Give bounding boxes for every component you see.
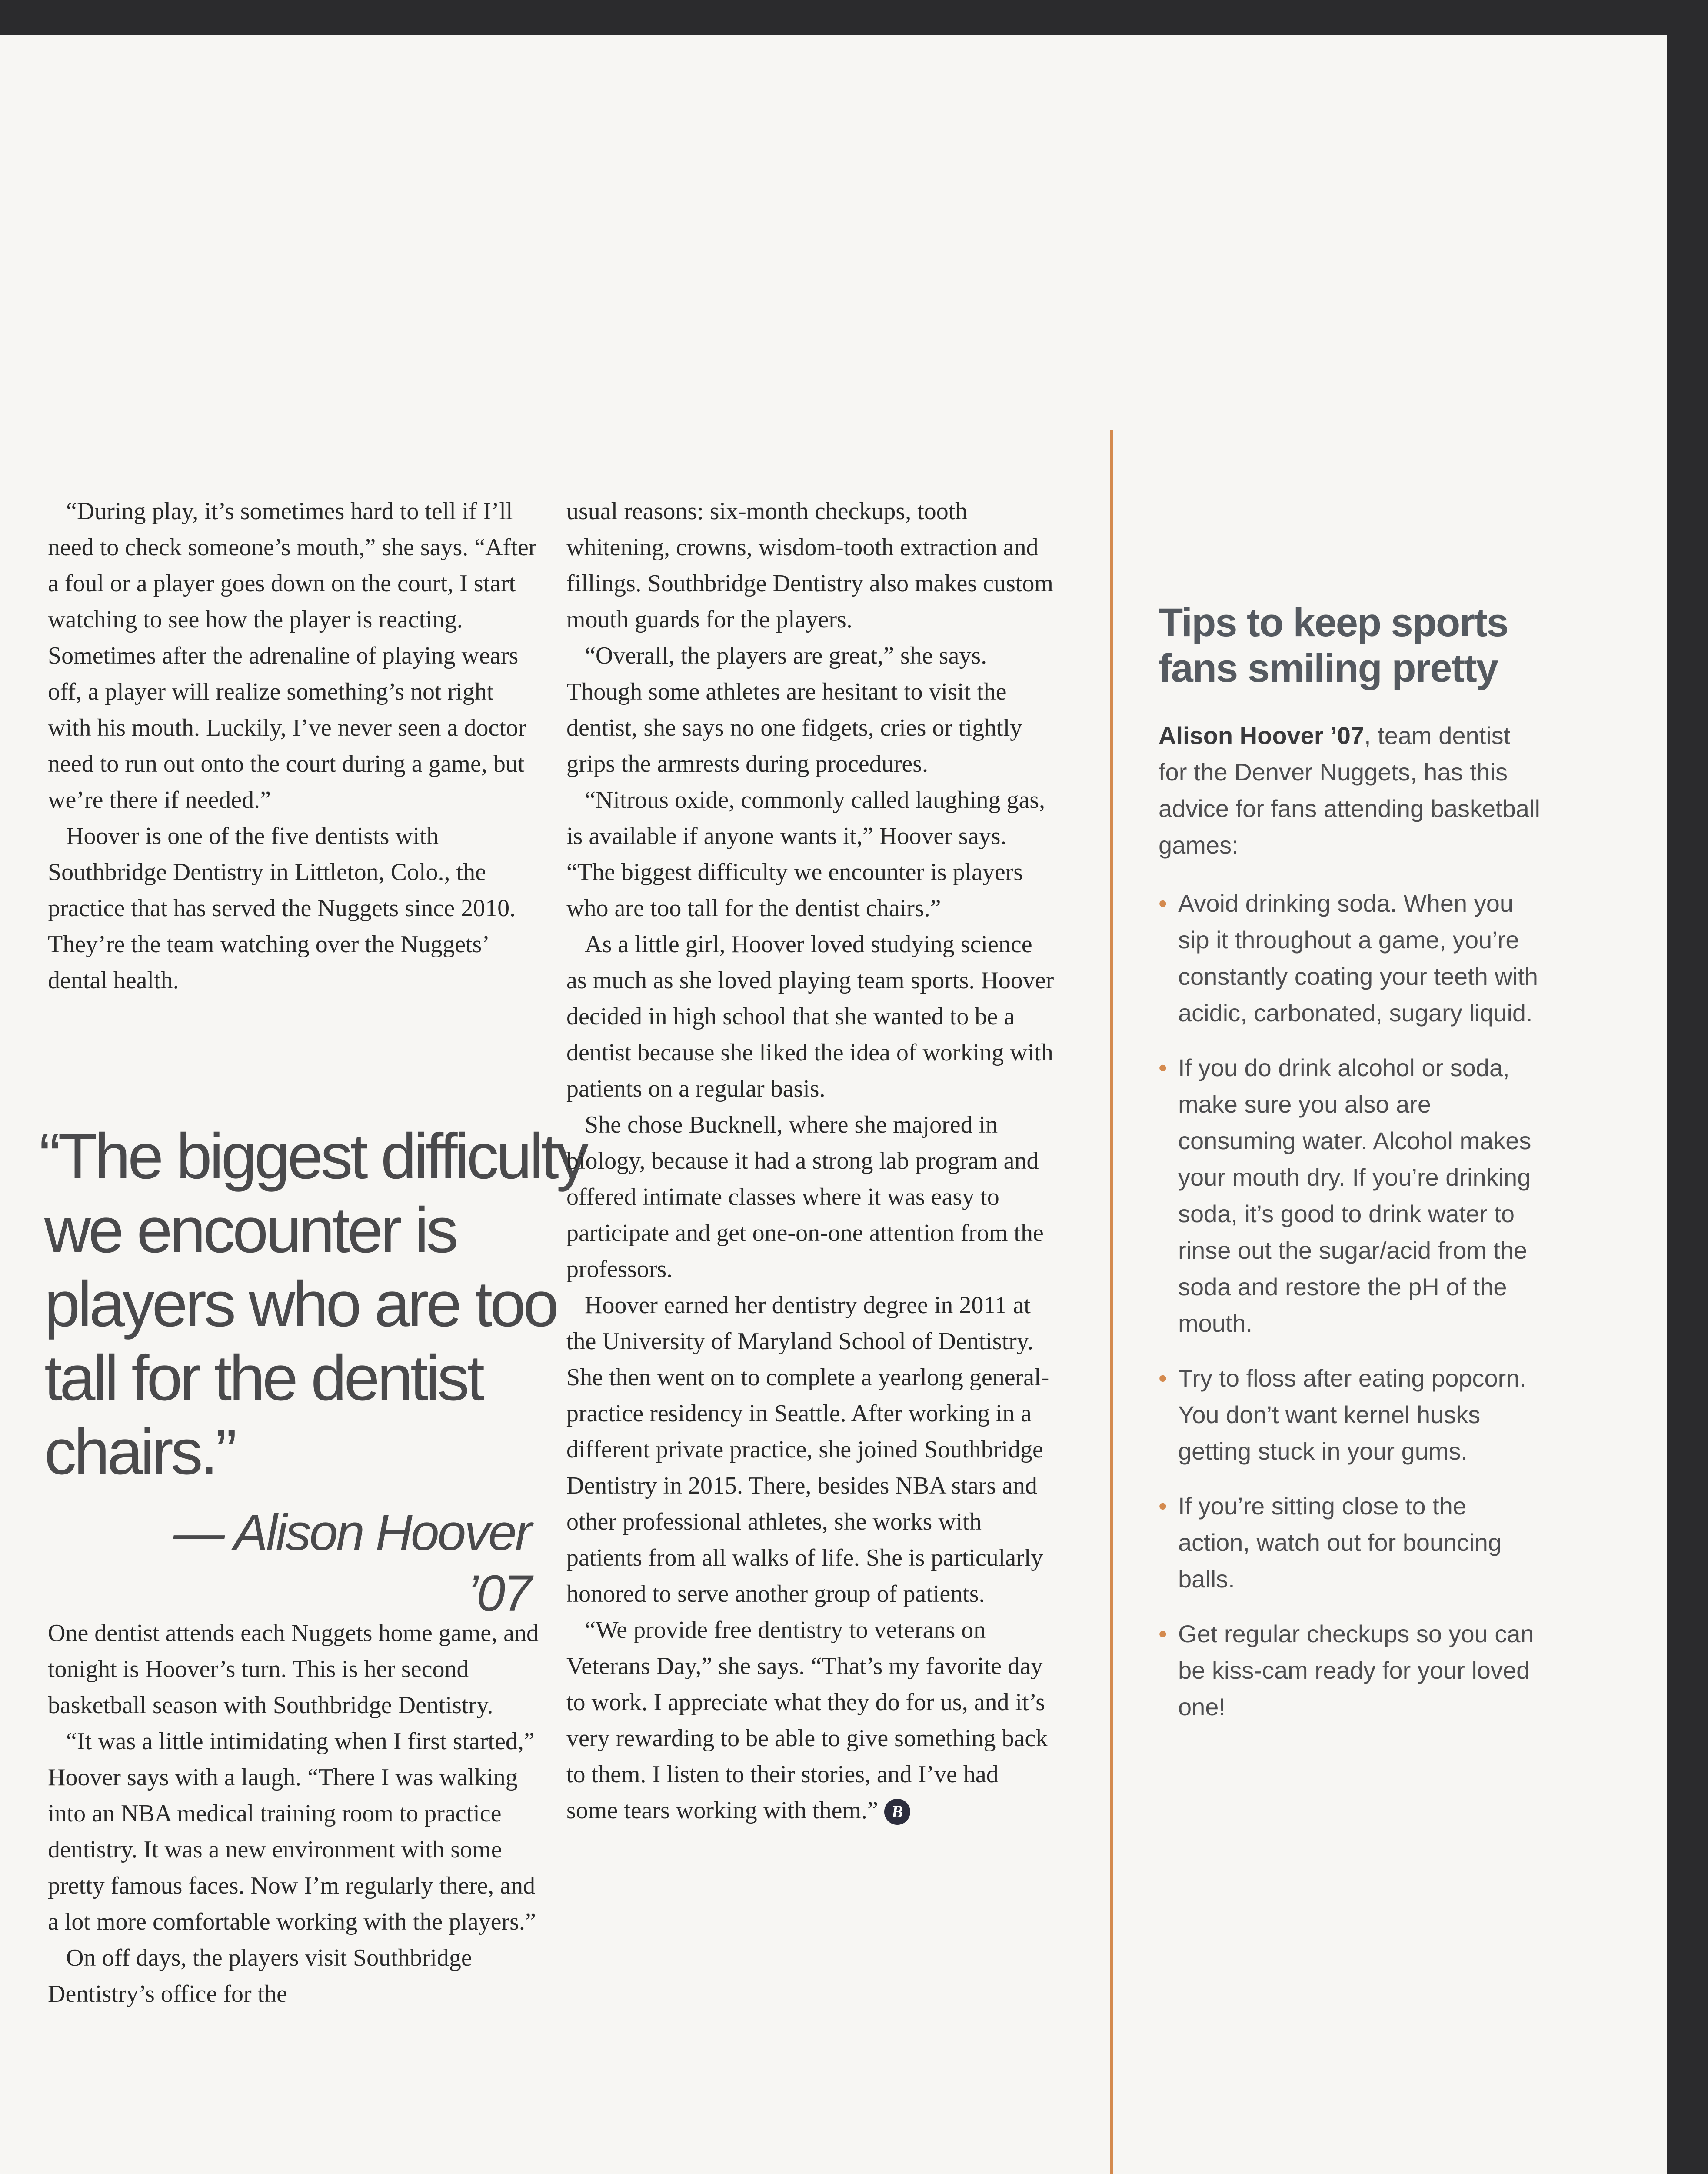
tip-item <box>1159 885 1541 1031</box>
tip-text: If you’re sitting close to the action, watch out for bouncing balls. <box>1178 1492 1502 1593</box>
pull-quote-line: tall for the dentist <box>44 1342 483 1414</box>
sidebar-title: Tips to keep sports fans smiling pretty <box>1159 600 1508 690</box>
body-paragraph: usual reasons: six-month checkups, tooth whitening, crowns, wisdom-tooth extraction and fillings. Southbridge Dentistry also makes custom mouth guards for the players. <box>566 498 1053 633</box>
tip-text: Avoid drinking soda. When you sip it throughout a game, you’re constantly coating your teeth with acidic, carbonated, sugary liquid. <box>1178 890 1538 1027</box>
magazine-page <box>0 35 1667 2174</box>
body-paragraph: “Nitrous oxide, commonly called laughing gas, is available if anyone wants it,” Hoover says. “The biggest difficulty we encounter is players who are too tall for the dentist chairs.” <box>566 787 1045 922</box>
pull-quote-line: chairs.” <box>44 1416 235 1488</box>
bucknell-end-mark-icon: B <box>884 1799 910 1825</box>
body-paragraph: As a little girl, Hoover loved studying science as much as she loved playing team sports. Hoover decided in high school that she wanted to be a dentist because she liked the idea of working with patients on a regular basis. <box>566 931 1054 1102</box>
left-column-bottom <box>48 1615 539 2012</box>
tip-text: Try to floss after eating popcorn. You don’t want kernel husks getting stuck in your gums. <box>1178 1364 1526 1465</box>
body-paragraph: Hoover is one of the five dentists with Southbridge Dentistry in Littleton, Colo., the practice that has served the Nuggets since 2010. They’re the team watching over the Nuggets’ dental health. <box>48 823 516 994</box>
bullet-icon: • <box>1159 1364 1167 1392</box>
pull-quote-attribution: — Alison Hoover ’07 <box>173 1504 530 1622</box>
tips-list <box>1159 885 1541 1725</box>
body-paragraph-final <box>566 1612 1055 1829</box>
left-column-top <box>48 493 539 999</box>
body-paragraph: “It was a little intimidating when I first started,” Hoover says with a laugh. “There I was walking into an NBA medical training room to practice dentistry. It was a new environment with some pretty famous faces. Now I’m regularly there, and a lot more comfortable working with the players.” <box>48 1728 536 1935</box>
tip-item <box>1159 1488 1541 1597</box>
body-paragraph: “Overall, the players are great,” she says. Though some athletes are hesitant to visit the dentist, she says no one fidgets, cries or tightly grips the armrests during procedures. <box>566 642 1022 777</box>
pull-quote <box>39 1120 586 1489</box>
tip-item <box>1159 1360 1541 1470</box>
tips-sidebar <box>1159 600 1541 1744</box>
sidebar-intro-text: , team dentist for the Denver Nuggets, has this advice for fans attending basketball games: <box>1159 722 1540 859</box>
body-paragraph: On off days, the players visit Southbridge Dentistry’s office for the <box>48 1944 472 2007</box>
body-paragraph: One dentist attends each Nuggets home game, and tonight is Hoover’s turn. This is her second basketball season with Southbridge Dentistry. <box>48 1620 539 1719</box>
sidebar-divider-rule <box>1110 430 1113 2174</box>
sidebar-intro-name: Alison Hoover ’07 <box>1159 722 1365 749</box>
tip-item <box>1159 1050 1541 1342</box>
tip-item <box>1159 1616 1541 1725</box>
middle-column <box>566 493 1055 1829</box>
bullet-icon: • <box>1159 890 1167 917</box>
pull-quote-line: we encounter is <box>44 1194 456 1266</box>
body-paragraph: Hoover earned her dentistry degree in 2011 at the University of Maryland School of Dentistry. She then went on to complete a yearlong general-practice residency in Seattle. After working in a different private practice, she joined Southbridge Dentistry in 2015. There, besides NBA stars and other professional athletes, she works with patients from all walks of life. She is particularly honored to serve another group of patients. <box>566 1292 1049 1607</box>
sidebar-intro <box>1159 717 1541 864</box>
pull-quote-line: players who are too <box>44 1268 556 1340</box>
pull-quote-line: “The biggest difficulty <box>39 1120 586 1192</box>
bullet-icon: • <box>1159 1492 1167 1520</box>
bullet-icon: • <box>1159 1620 1167 1647</box>
bullet-icon: • <box>1159 1054 1167 1081</box>
body-paragraph: She chose Bucknell, where she majored in biology, because it had a strong lab program and offered intimate classes where it was easy to participate and get one-on-one attention from the professors. <box>566 1111 1044 1283</box>
tip-text: Get regular checkups so you can be kiss-cam ready for your loved one! <box>1178 1620 1534 1721</box>
body-paragraph: “During play, it’s sometimes hard to tell if I’ll need to check someone’s mouth,” she says. “After a foul or a player goes down on the court, I start watching to see how the player is reacting. Sometimes after the adrenaline of playing wears off, a player will realize something’s not right with his mouth. Luckily, I’ve never seen a doctor need to run out onto the court during a game, but we’re there if needed.” <box>48 498 537 814</box>
tip-text: If you do drink alcohol or soda, make sure you also are consuming water. Alcohol makes your mouth dry. If you’re drinking soda, it’s good to drink water to rinse out the sugar/acid from the soda and restore the pH of the mouth. <box>1178 1054 1532 1337</box>
final-paragraph-text: “We provide free dentistry to veterans on Veterans Day,” she says. “That’s my favorite day to work. I appreciate what they do for us, and it’s very rewarding to be able to give something back to them. I listen to their stories, and I’ve had some tears working with them.” <box>566 1617 1048 1824</box>
